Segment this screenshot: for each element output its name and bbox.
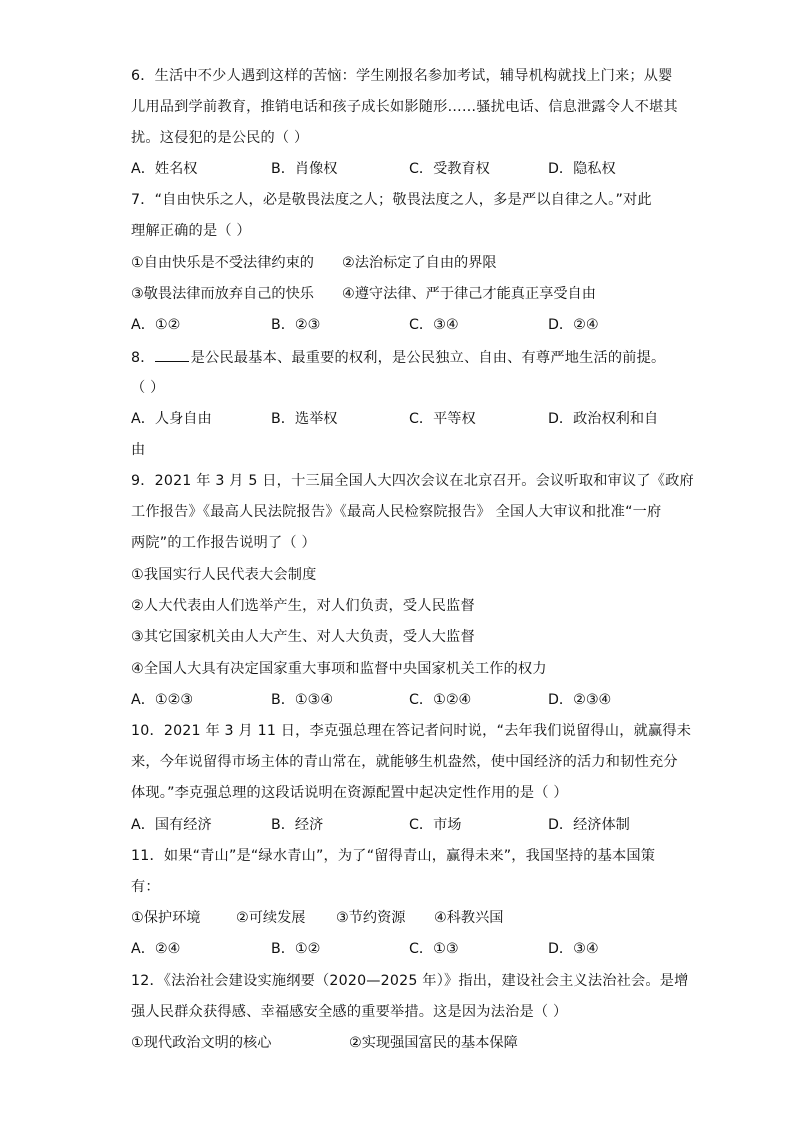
q8-option-d[interactable]: D．政治权利和自 — [548, 411, 659, 427]
q7-stem-line-1: 7．“自由快乐之人，必是敬畏法度之人；敬畏法度之人，多是严以自律之人。”对此 — [131, 192, 652, 208]
q12-statement-1: ①现代政治文明的核心 — [131, 1035, 272, 1051]
q7-option-c[interactable]: C．③④ — [409, 317, 459, 333]
q8-option-d-continued: 由 — [131, 442, 146, 458]
q12-stem-line-1: 12．《法治社会建设实施纲要（2020—2025 年）》指出，建设社会主义法治社会。是增 — [131, 973, 689, 989]
q8-option-c[interactable]: C．平等权 — [409, 411, 476, 427]
q8-answer-blank — [155, 347, 189, 362]
q8-number: 8． — [131, 350, 155, 366]
q9-stem-line-3: 两院”的工作报告说明了（ ） — [131, 535, 316, 551]
q9-stem-line-2: 工作报告》《最高人民法院报告》《最高人民检察院报告》 全国人大审议和批准“一府 — [131, 504, 662, 520]
q9-statement-1: ①我国实行人民代表大会制度 — [131, 567, 317, 583]
q11-statement-2: ②可续发展 — [236, 910, 306, 926]
q11-option-d[interactable]: D．③④ — [548, 941, 599, 957]
q7-statement-3: ③敬畏法律而放弃自己的快乐 — [131, 286, 314, 302]
q11-statement-3: ③节约资源 — [336, 910, 406, 926]
q12-statement-2: ②实现强国富民的基本保障 — [349, 1035, 518, 1051]
q6-stem-line-1: 6．生活中不少人遇到这样的苦恼：学生刚报名参加考试，辅导机构就找上门来；从婴 — [131, 68, 673, 84]
q9-option-b[interactable]: B．①③④ — [271, 692, 334, 708]
q9-statement-2: ②人大代表由人们选举产生，对人们负责，受人民监督 — [131, 598, 475, 614]
q7-option-d[interactable]: D．②④ — [548, 317, 599, 333]
q7-statement-4: ④遵守法律、严于律己才能真正享受自由 — [342, 286, 596, 302]
q6-option-c[interactable]: C．受教育权 — [409, 161, 490, 177]
q9-option-a[interactable]: A．①②③ — [131, 692, 194, 708]
q11-statement-1: ①保护环境 — [131, 910, 201, 926]
q9-option-d[interactable]: D．②③④ — [548, 692, 612, 708]
q7-option-b[interactable]: B．②③ — [271, 317, 321, 333]
q10-option-c[interactable]: C．市场 — [409, 817, 462, 833]
q9-statement-4: ④全国人大具有决定国家重大事项和监督中央国家机关工作的权力 — [131, 661, 547, 677]
q11-stem-line-2: 有： — [131, 879, 160, 895]
q10-stem-line-2: 来，今年说留得市场主体的青山常在，就能够生机盎然，使中国经济的活力和韧性充分 — [131, 754, 678, 770]
q6-stem-line-2: 儿用品到学前教育，推销电话和孩子成长如影随形……骚扰电话、信息泄露令人不堪其 — [131, 99, 678, 115]
q8-option-b[interactable]: B．选举权 — [271, 411, 338, 427]
q8-stem-line-2: （ ） — [131, 380, 165, 396]
q10-option-b[interactable]: B．经济 — [271, 817, 324, 833]
q8-stem-text: 是公民最基本、最重要的权利，是公民独立、自由、有尊严地生活的前提。 — [190, 350, 666, 366]
q9-option-c[interactable]: C．①②④ — [409, 692, 472, 708]
q12-stem-line-2: 强人民群众获得感、幸福感安全感的重要举措。这是因为法治是（ ） — [131, 1004, 568, 1020]
q10-stem-line-3: 体现。”李克强总理的这段话说明在资源配置中起决定性作用的是（ ） — [131, 785, 568, 801]
q11-option-a[interactable]: A．②④ — [131, 941, 181, 957]
q7-stem-line-2: 理解正确的是（ ） — [131, 223, 251, 239]
q6-stem-line-3: 扰。这侵犯的是公民的（ ） — [131, 130, 309, 146]
q8-option-a[interactable]: A．人身自由 — [131, 411, 212, 427]
q6-option-b[interactable]: B．肖像权 — [271, 161, 338, 177]
q11-stem-line-1: 11．如果“青山”是“绿水青山”，为了“留得青山，赢得未来”，我国坚持的基本国策 — [131, 848, 656, 864]
q11-statement-4: ④科教兴国 — [434, 910, 504, 926]
q10-option-d[interactable]: D．经济体制 — [548, 817, 630, 833]
q11-option-b[interactable]: B．①② — [271, 941, 321, 957]
q8-stem-line-1 — [131, 347, 665, 368]
q6-option-a[interactable]: A．姓名权 — [131, 161, 198, 177]
q9-stem-line-1: 9．2021 年 3 月 5 日，十三届全国人大四次会议在北京召开。会议听取和审议了《政府 — [131, 473, 694, 489]
q7-statement-1: ①自由快乐是不受法律约束的 — [131, 255, 314, 271]
q7-option-a[interactable]: A．①② — [131, 317, 181, 333]
q7-statement-2: ②法治标定了自由的界限 — [342, 255, 497, 271]
q10-stem-line-1: 10．2021 年 3 月 11 日，李克强总理在答记者问时说，“去年我们说留得山，就赢得未 — [131, 723, 692, 739]
q11-option-c[interactable]: C．①③ — [409, 941, 459, 957]
q10-option-a[interactable]: A．国有经济 — [131, 817, 212, 833]
q6-option-d[interactable]: D．隐私权 — [548, 161, 616, 177]
q9-statement-3: ③其它国家机关由人大产生、对人大负责，受人大监督 — [131, 629, 475, 645]
